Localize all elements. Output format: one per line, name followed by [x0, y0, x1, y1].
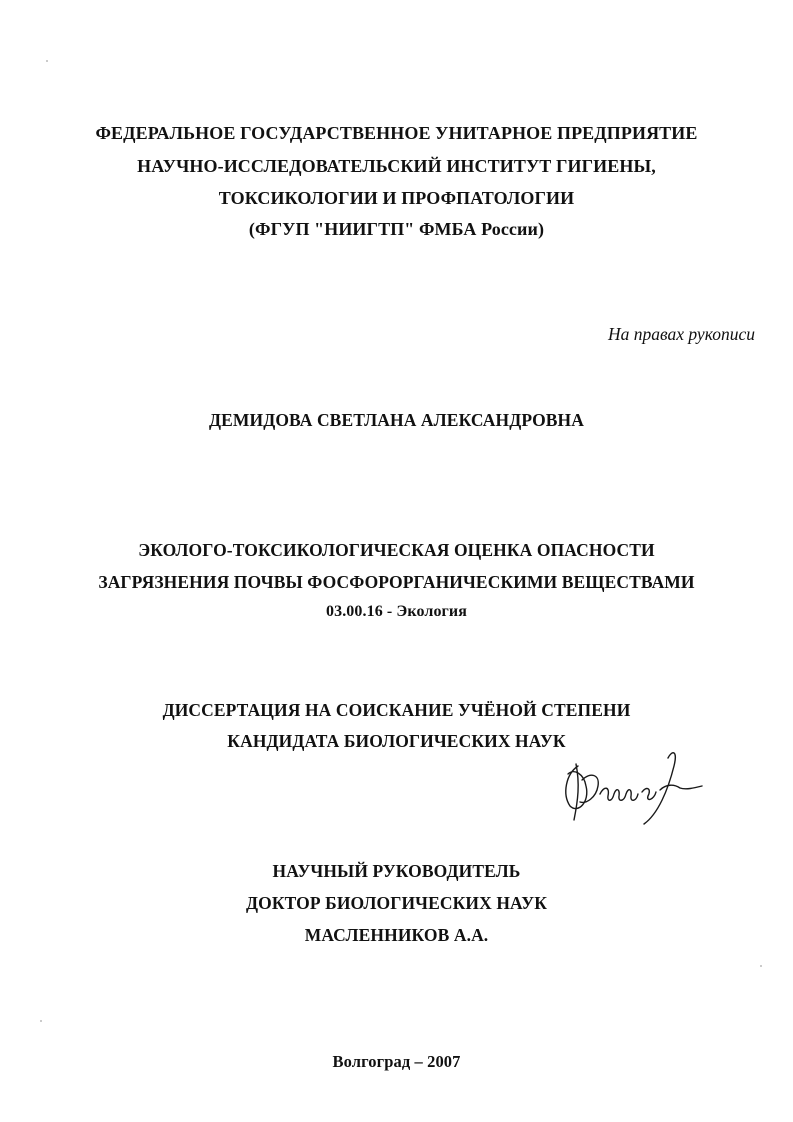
- manuscript-note: На правах рукописи: [608, 324, 755, 344]
- scan-speck: [760, 965, 762, 967]
- org-line-2: НАУЧНО-ИССЛЕДОВАТЕЛЬСКИЙ ИНСТИТУТ ГИГИЕНЫ,: [137, 156, 656, 176]
- specialty-code: 03.00.16 - Экология: [326, 603, 467, 620]
- supervisor-line-3: МАСЛЕННИКОВ А.А.: [304, 925, 489, 945]
- title-line-2: ЗАГРЯЗНЕНИЯ ПОЧВЫ ФОСФОРОРГАНИЧЕСКИМИ ВЕЩЕСТВАМИ: [98, 572, 695, 592]
- org-line-4: (ФГУП "НИИГТП" ФМБА России): [248, 219, 545, 239]
- org-line-1: ФЕДЕРАЛЬНОЕ ГОСУДАРСТВЕННОЕ УНИТАРНОЕ ПРЕДПРИЯТИЕ: [95, 123, 698, 143]
- supervisor-line-1: НАУЧНЫЙ РУКОВОДИТЕЛЬ: [272, 861, 521, 881]
- scan-speck: [40, 1020, 42, 1022]
- city-year: Волгоград – 2007: [332, 1052, 461, 1071]
- author-name: ДЕМИДОВА СВЕТЛАНА АЛЕКСАНДРОВНА: [208, 410, 585, 430]
- degree-line-2: КАНДИДАТА БИОЛОГИЧЕСКИХ НАУК: [227, 731, 566, 751]
- scan-speck: [46, 60, 48, 62]
- org-line-3: ТОКСИКОЛОГИИ И ПРОФПАТОЛОГИИ: [218, 188, 575, 208]
- degree-line-1: ДИССЕРТАЦИЯ НА СОИСКАНИЕ УЧЁНОЙ СТЕПЕНИ: [162, 700, 631, 720]
- handwritten-signature-icon: [556, 744, 706, 828]
- title-line-1: ЭКОЛОГО-ТОКСИКОЛОГИЧЕСКАЯ ОЦЕНКА ОПАСНОСТИ: [138, 540, 655, 560]
- supervisor-line-2: ДОКТОР БИОЛОГИЧЕСКИХ НАУК: [246, 893, 547, 913]
